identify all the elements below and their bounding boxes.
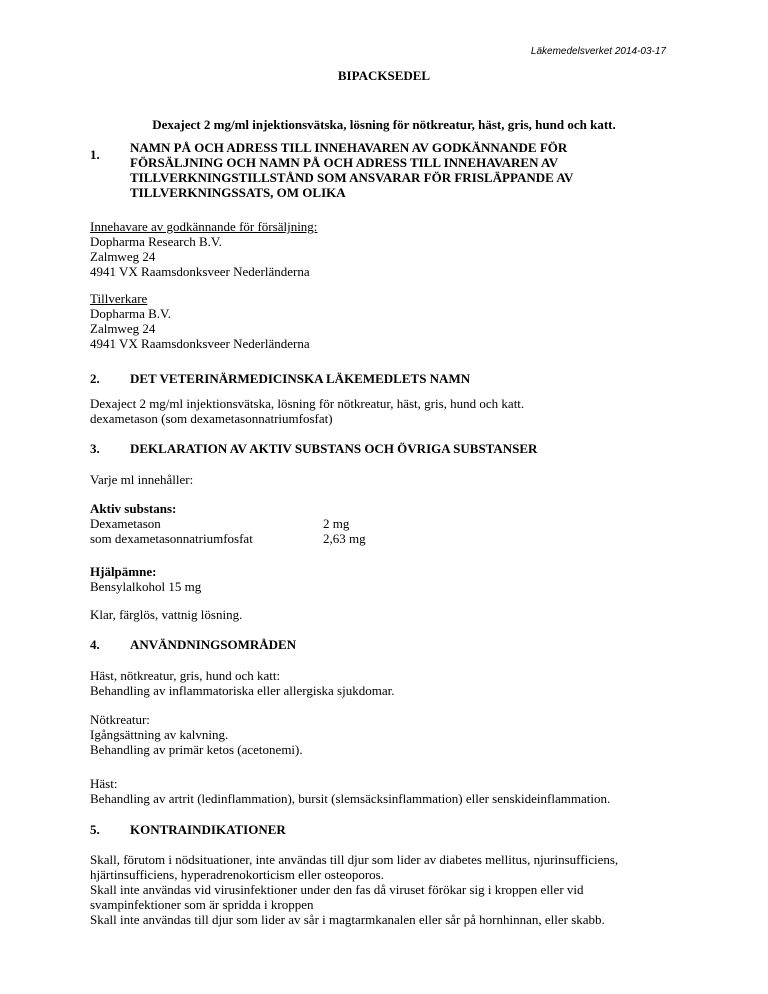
substance-amount: 2,63 mg [323, 531, 366, 546]
substance-name: som dexametasonnatriumfosfat [90, 531, 253, 546]
indication-line: Igångsättning av kalvning. [90, 727, 229, 742]
active-substance-table [90, 516, 366, 546]
section-4-title: ANVÄNDNINGSOMRÅDEN [130, 637, 297, 652]
section-2-body [90, 396, 670, 426]
manufacturer-label: Tillverkare [90, 291, 148, 306]
section-2-title: DET VETERINÄRMEDICINSKA LÄKEMEDLETS NAMN [130, 371, 471, 386]
manufacturer-line: Zalmweg 24 [90, 321, 156, 336]
indication-line: Behandling av inflammatoriska eller allergiska sjukdomar. [90, 683, 395, 698]
holder-line: Dopharma Research B.V. [90, 234, 222, 249]
indication-para-3 [90, 776, 670, 806]
holder-block [90, 219, 670, 279]
manufacturer-line: Dopharma B.V. [90, 306, 172, 321]
contraindications-body [90, 852, 675, 927]
excipient-label: Hjälpämne: [90, 564, 157, 579]
section-3-number: 3. [90, 441, 100, 456]
excipient-block [90, 564, 670, 594]
indication-line: Nötkreatur: [90, 712, 150, 727]
product-name-line: dexametason (som dexametasonnatriumfosfat) [90, 411, 333, 426]
holder-line: Zalmweg 24 [90, 249, 156, 264]
section-1-number: 1. [90, 147, 100, 162]
section-5-title: KONTRAINDIKATIONER [130, 822, 286, 837]
section-1-title: NAMN PÅ OCH ADRESS TILL INNEHAVAREN AV GODKÄNNANDE FÖR FÖRSÄLJNING OCH NAMN PÅ OCH ADRESS TILL INNEHAVAREN AV TILLVERKNINGSTILLSTÅND SOM ANSVARAR FÖR FRISLÄPPANDE AV TILLVERKNINGSSATS, OM OLIKA [130, 140, 574, 200]
indication-line: Häst: [90, 776, 118, 791]
indication-line: Behandling av primär ketos (acetonemi). [90, 742, 303, 757]
manufacturer-block [90, 291, 670, 351]
section-4-number: 4. [90, 637, 100, 652]
holder-line: 4941 VX Raamsdonksveer Nederländerna [90, 264, 310, 279]
contraindication-paragraph: Skall inte användas vid virusinfektioner under den fas då viruset förökar sig i kroppen eller vid svampinfektioner som är spridda i kroppen [90, 882, 584, 912]
indication-line: Behandling av artrit (ledinflammation), bursit (slemsäcksinflammation) eller senskideinflammation. [90, 791, 611, 806]
substance-name: Dexametason [90, 516, 161, 531]
indication-line: Häst, nötkreatur, gris, hund och katt: [90, 668, 281, 683]
section-3-title: DEKLARATION AV AKTIV SUBSTANS OCH ÖVRIGA SUBSTANSER [130, 441, 538, 456]
document-date-header: Läkemedelsverket 2014-03-17 [530, 46, 666, 57]
product-name-line: Dexaject 2 mg/ml injektionsvätska, lösning för nötkreatur, häst, gris, hund och katt. [90, 396, 525, 411]
product-subtitle: Dexaject 2 mg/ml injektionsvätska, lösning för nötkreatur, häst, gris, hund och katt. [152, 117, 616, 132]
holder-label: Innehavare av godkännande för försäljning: [90, 219, 318, 234]
table-row [90, 531, 366, 546]
contraindication-paragraph: Skall inte användas till djur som lider av sår i magtarmkanalen eller sår på hornhinnan, eller skabb. [90, 912, 605, 927]
section-5-number: 5. [90, 822, 100, 837]
manufacturer-line: 4941 VX Raamsdonksveer Nederländerna [90, 336, 310, 351]
contraindication-paragraph: Skall, förutom i nödsituationer, inte användas till djur som lider av diabetes mellitus, njurinsufficiens, hjärtinsufficiens, hyperadrenokorticism eller osteoporos. [90, 852, 619, 882]
table-row [90, 516, 366, 531]
indication-para-1 [90, 668, 670, 698]
excipient-value: Bensylalkohol 15 mg [90, 579, 202, 594]
section-3-intro: Varje ml innehåller: [90, 472, 194, 487]
substance-amount: 2 mg [323, 516, 350, 531]
indication-para-2 [90, 712, 670, 757]
document-title: BIPACKSEDEL [337, 68, 431, 83]
section-2-number: 2. [90, 371, 100, 386]
active-substance-label: Aktiv substans: [90, 501, 177, 516]
appearance-text: Klar, färglös, vattnig lösning. [90, 607, 243, 622]
